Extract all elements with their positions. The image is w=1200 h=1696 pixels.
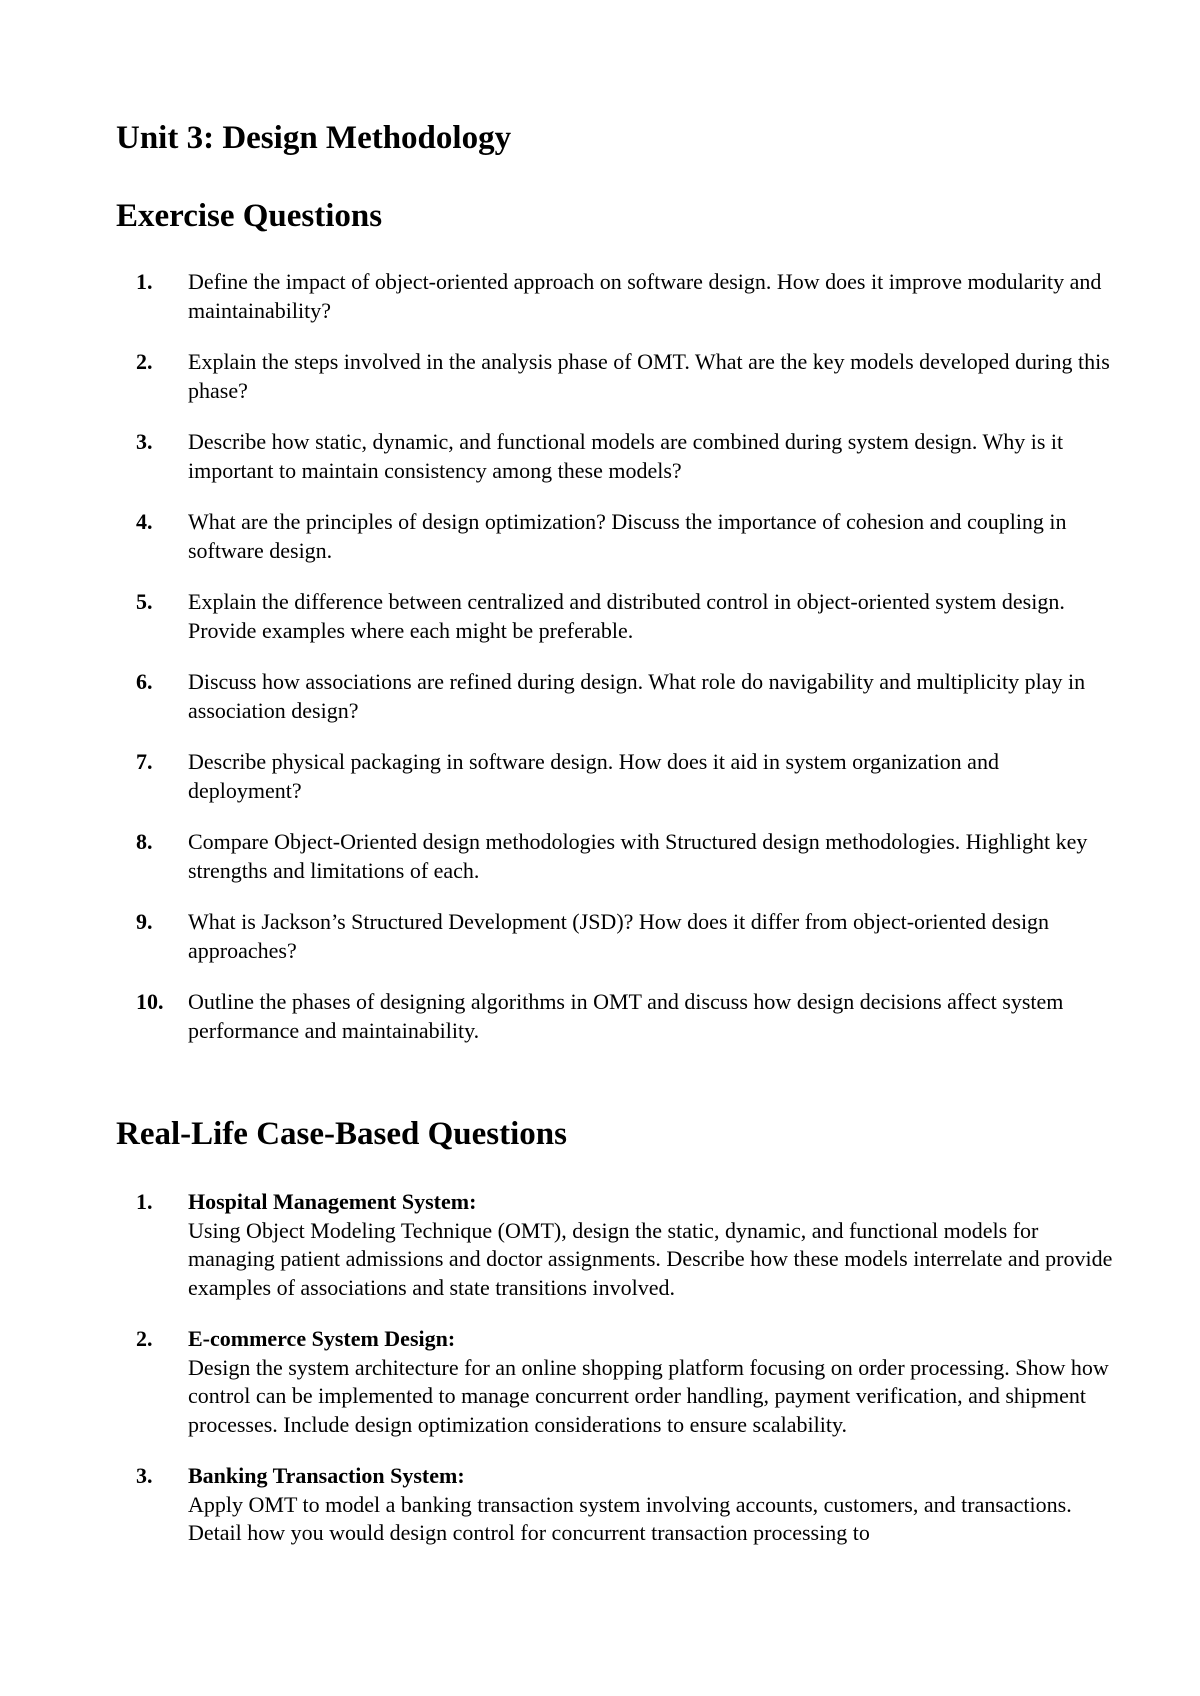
question-text: Explain the difference between centralized and distributed control in object-oriented system design. Provide examples where each might be preferable. (188, 589, 1065, 643)
exercise-question (116, 348, 1116, 405)
question-number: 2. (136, 1326, 153, 1351)
case-question-title: Banking Transaction System: (188, 1463, 465, 1488)
question-number: 1. (136, 269, 153, 294)
exercise-question (116, 588, 1116, 645)
question-text: What are the principles of design optimization? Discuss the importance of cohesion and coupling in software design. (188, 509, 1067, 563)
question-number: 8. (136, 829, 153, 854)
question-number: 10. (136, 989, 164, 1014)
question-text: Compare Object-Oriented design methodologies with Structured design methodologies. Highlight key strengths and limitations of each. (188, 829, 1088, 883)
case-question-content (188, 1462, 1116, 1548)
question-text: Outline the phases of designing algorithms in OMT and discuss how design decisions affect system performance and maintainability. (188, 989, 1064, 1043)
exercise-question (116, 748, 1116, 805)
question-number: 6. (136, 669, 153, 694)
exercise-question (116, 508, 1116, 565)
question-text: Describe physical packaging in software design. How does it aid in system organization and deployment? (188, 749, 999, 803)
exercise-question (116, 828, 1116, 885)
case-question-title: Hospital Management System: (188, 1189, 477, 1214)
question-text: What is Jackson’s Structured Development (JSD)? How does it differ from object-oriented design approaches? (188, 909, 1050, 963)
question-number: 4. (136, 509, 153, 534)
exercise-questions-heading: Exercise Questions (116, 198, 383, 234)
exercise-question-list (116, 268, 1116, 1068)
case-question (116, 1462, 1116, 1548)
exercise-question (116, 668, 1116, 725)
question-text: Define the impact of object-oriented approach on software design. How does it improve modularity and maintainability? (188, 269, 1102, 323)
case-question-list (116, 1188, 1116, 1571)
case-question-content (188, 1325, 1116, 1439)
question-number: 1. (136, 1189, 153, 1214)
exercise-question (116, 428, 1116, 485)
question-number: 3. (136, 1463, 153, 1488)
unit-title: Unit 3: Design Methodology (116, 120, 512, 156)
question-number: 9. (136, 909, 153, 934)
case-question (116, 1325, 1116, 1439)
question-text: Discuss how associations are refined during design. What role do navigability and multiplicity play in association design? (188, 669, 1086, 723)
case-question-text: Design the system architecture for an online shopping platform focusing on order processing. Show how control can be implemented to manage concurrent order handling, payment verification, and shipment processes. Include design optimization considerations to ensure scalability. (188, 1354, 1109, 1437)
question-number: 5. (136, 589, 153, 614)
case-question-text: Apply OMT to model a banking transaction system involving accounts, customers, and transactions. Detail how you would design control for concurrent transaction processing to (188, 1491, 1072, 1545)
case-questions-heading: Real-Life Case-Based Questions (116, 1116, 567, 1152)
case-question-text: Using Object Modeling Technique (OMT), design the static, dynamic, and functional models for managing patient admissions and doctor assignments. Describe how these models interrelate and provide examples of associations and state transitions involved. (188, 1217, 1113, 1300)
question-text: Explain the steps involved in the analysis phase of OMT. What are the key models developed during this phase? (188, 349, 1110, 403)
exercise-question (116, 988, 1116, 1045)
question-number: 3. (136, 429, 153, 454)
question-text: Describe how static, dynamic, and functional models are combined during system design. Why is it important to maintain consistency among these models? (188, 429, 1064, 483)
exercise-question (116, 908, 1116, 965)
exercise-question (116, 268, 1116, 325)
question-number: 2. (136, 349, 153, 374)
case-question-title: E-commerce System Design: (188, 1326, 456, 1351)
case-question-content (188, 1188, 1116, 1302)
case-question (116, 1188, 1116, 1302)
question-number: 7. (136, 749, 153, 774)
